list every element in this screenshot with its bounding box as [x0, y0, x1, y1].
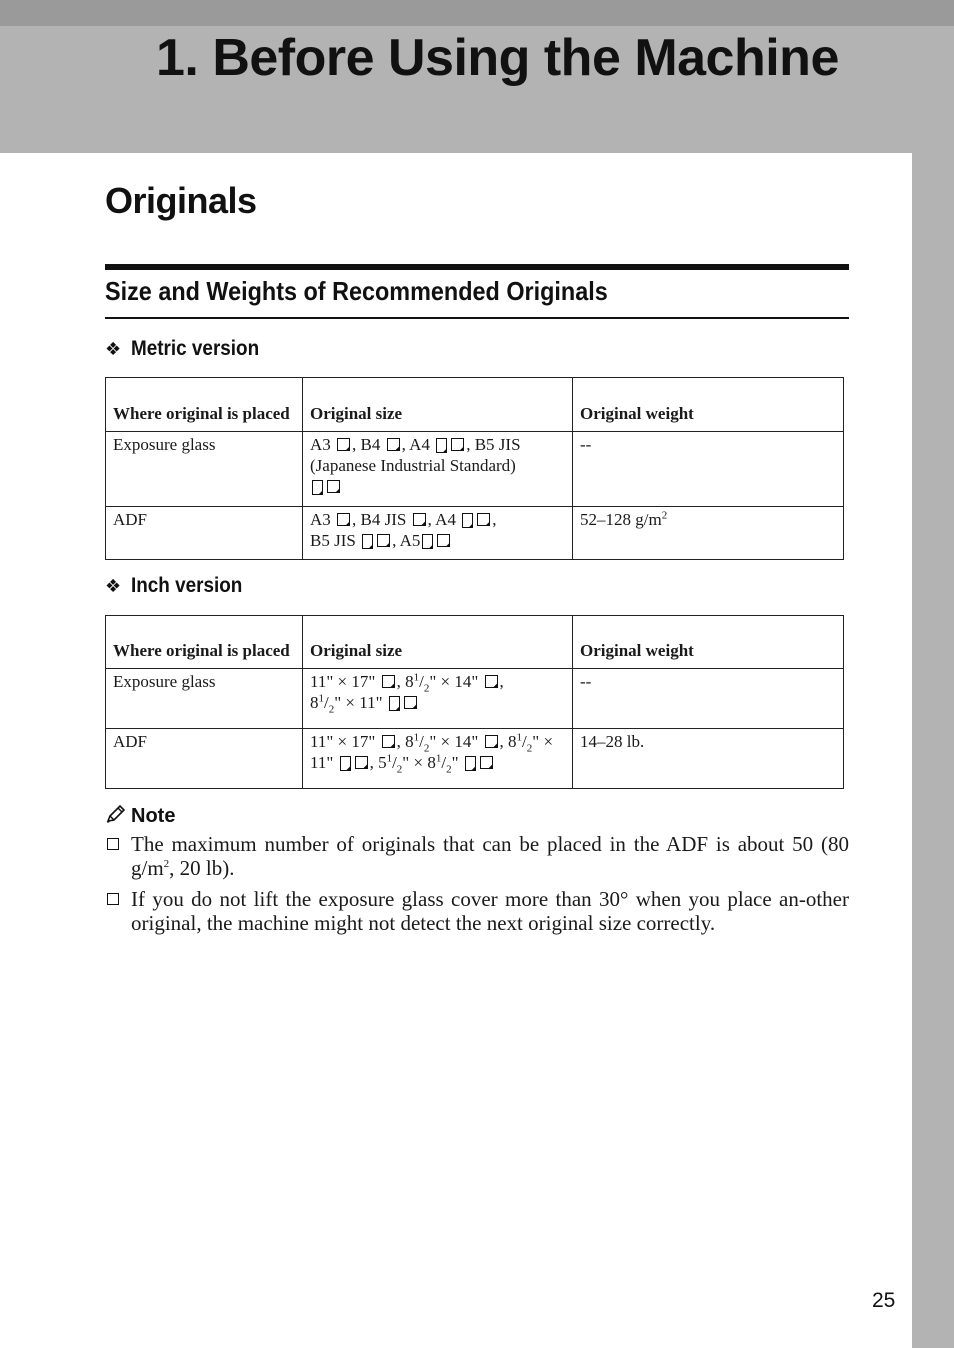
size-text: , 8 — [396, 672, 414, 691]
chapter-title: 1. Before Using the Machine — [156, 29, 839, 87]
size-text: , A4 — [401, 435, 430, 454]
size-text: 11" — [310, 753, 334, 772]
size-text: " × 11" — [334, 693, 383, 712]
table-header-row — [106, 378, 844, 432]
size-text: , 8 — [396, 732, 414, 751]
landscape-paper-icon — [477, 513, 490, 526]
diamond-bullet-icon: ❖ — [105, 339, 122, 359]
portrait-paper-icon — [422, 534, 433, 549]
portrait-paper-icon — [462, 513, 473, 528]
fraction-denominator: 2 — [423, 682, 430, 695]
landscape-paper-icon — [337, 513, 350, 526]
size-text: B5 JIS — [310, 531, 356, 550]
size-text: , 5 — [369, 753, 387, 772]
size-text: A3 — [310, 435, 331, 454]
landscape-paper-icon — [387, 438, 400, 451]
size-text: " — [451, 753, 459, 772]
section-rule-thin — [105, 317, 849, 319]
portrait-paper-icon — [465, 756, 476, 771]
landscape-paper-icon — [451, 438, 464, 451]
inch-heading-label: Inch version — [131, 574, 243, 597]
header-original-weight: Original weight — [573, 616, 844, 669]
cell-size — [303, 432, 573, 507]
header-where-placed: Where original is placed — [106, 616, 303, 669]
size-text: 11" × 17" — [310, 672, 376, 691]
landscape-paper-icon — [382, 675, 395, 688]
cell-place: Exposure glass — [106, 432, 303, 507]
list-item — [105, 832, 849, 880]
size-text: A3 — [310, 510, 331, 529]
diamond-bullet-icon: ❖ — [105, 576, 122, 596]
metric-heading-label: Metric version — [131, 337, 260, 360]
note-text: If you do not lift the exposure glass cover more than 30° when you place an-other original, the machine might not detect the next original size correctly. — [131, 887, 849, 935]
portrait-paper-icon — [389, 696, 400, 711]
cell-weight: -- — [573, 432, 844, 507]
landscape-paper-icon — [485, 675, 498, 688]
size-text: , B4 — [352, 435, 381, 454]
fraction-denominator: 2 — [423, 742, 430, 755]
fraction-numerator: 1 — [516, 731, 523, 744]
cell-weight — [573, 507, 844, 560]
landscape-paper-icon — [485, 735, 498, 748]
pencil-note-icon — [105, 804, 127, 824]
section-title: Originals — [105, 180, 257, 221]
note-text: , 20 lb). — [169, 856, 235, 880]
size-text: , B5 JIS — [466, 435, 521, 454]
fraction-numerator: 1 — [386, 752, 393, 765]
subsection-title: Size and Weights of Recommended Originals — [105, 276, 608, 306]
fraction-denominator: 2 — [526, 742, 533, 755]
size-text: (Japanese Industrial Standard) — [310, 456, 516, 475]
list-item — [105, 887, 849, 935]
table-row — [106, 432, 844, 507]
header-original-size: Original size — [303, 616, 573, 669]
size-text: , A4 — [427, 510, 456, 529]
portrait-paper-icon — [340, 756, 351, 771]
note-title-label: Note — [131, 805, 176, 827]
landscape-paper-icon — [437, 534, 450, 547]
weight-superscript: 2 — [661, 509, 668, 522]
portrait-paper-icon — [362, 534, 373, 549]
size-text: " × — [532, 732, 554, 751]
size-text: , 8 — [499, 732, 517, 751]
cell-place: ADF — [106, 729, 303, 789]
checkbox-bullet-icon — [107, 838, 119, 850]
header-where-placed: Where original is placed — [106, 378, 303, 432]
metric-table — [105, 377, 844, 560]
cell-weight: 14–28 lb. — [573, 729, 844, 789]
size-text: 11" × 17" — [310, 732, 376, 751]
header-original-size: Original size — [303, 378, 573, 432]
cell-place: Exposure glass — [106, 669, 303, 729]
size-text: " × 14" — [429, 732, 479, 751]
inch-table — [105, 615, 844, 789]
size-text: , B4 JIS — [352, 510, 407, 529]
cell-size — [303, 507, 573, 560]
landscape-paper-icon — [382, 735, 395, 748]
header-original-weight: Original weight — [573, 378, 844, 432]
landscape-paper-icon — [327, 480, 340, 493]
size-text: , — [492, 510, 497, 529]
cell-place: ADF — [106, 507, 303, 560]
fraction-numerator: 1 — [413, 671, 420, 684]
note-list — [105, 832, 849, 942]
cell-weight: -- — [573, 669, 844, 729]
landscape-paper-icon — [355, 756, 368, 769]
landscape-paper-icon — [377, 534, 390, 547]
fraction-denominator: 2 — [328, 703, 335, 716]
size-text: , A5 — [392, 531, 421, 550]
landscape-paper-icon — [337, 438, 350, 451]
size-text: 8 — [310, 693, 319, 712]
table-row — [106, 669, 844, 729]
page-number: 25 — [872, 1289, 896, 1312]
cell-size: 11" × 17" , $8^1/_2$" × 14" , $8^1/_2$" × 11" — [303, 669, 573, 729]
landscape-paper-icon — [480, 756, 493, 769]
note-heading — [105, 804, 175, 828]
portrait-paper-icon — [312, 480, 323, 495]
table-header-row — [106, 616, 844, 669]
portrait-paper-icon — [436, 438, 447, 453]
note-superscript: 2 — [163, 858, 170, 870]
weight-text: 52–128 g/m — [580, 510, 662, 529]
fraction-denominator: 2 — [446, 763, 452, 776]
size-text: , — [499, 672, 504, 691]
checkbox-bullet-icon — [107, 893, 119, 905]
table-row — [106, 507, 844, 560]
page-edge-tab — [912, 153, 954, 1348]
fraction-numerator: 1 — [318, 692, 324, 705]
size-text: " × 14" — [429, 672, 479, 691]
table-row — [106, 729, 844, 789]
inch-heading — [105, 574, 255, 598]
landscape-paper-icon — [413, 513, 426, 526]
fraction-numerator: 1 — [435, 752, 442, 765]
fraction-numerator: 1 — [413, 731, 420, 744]
fraction-denominator: 2 — [396, 763, 403, 776]
cell-size: 11" × 17" , $8^1/_2$" × 14" , $8^1/_2$" × 11" , $5^1/_2$" × $8^1/_2$" — [303, 729, 573, 789]
size-text: " × 8 — [402, 753, 436, 772]
note-text: The maximum number of originals that can be placed in the ADF is about 50 (80 g/m — [131, 832, 849, 880]
section-rule-thick — [105, 264, 849, 270]
header-top-strip — [0, 0, 954, 26]
landscape-paper-icon — [404, 696, 417, 709]
metric-heading — [105, 337, 273, 361]
